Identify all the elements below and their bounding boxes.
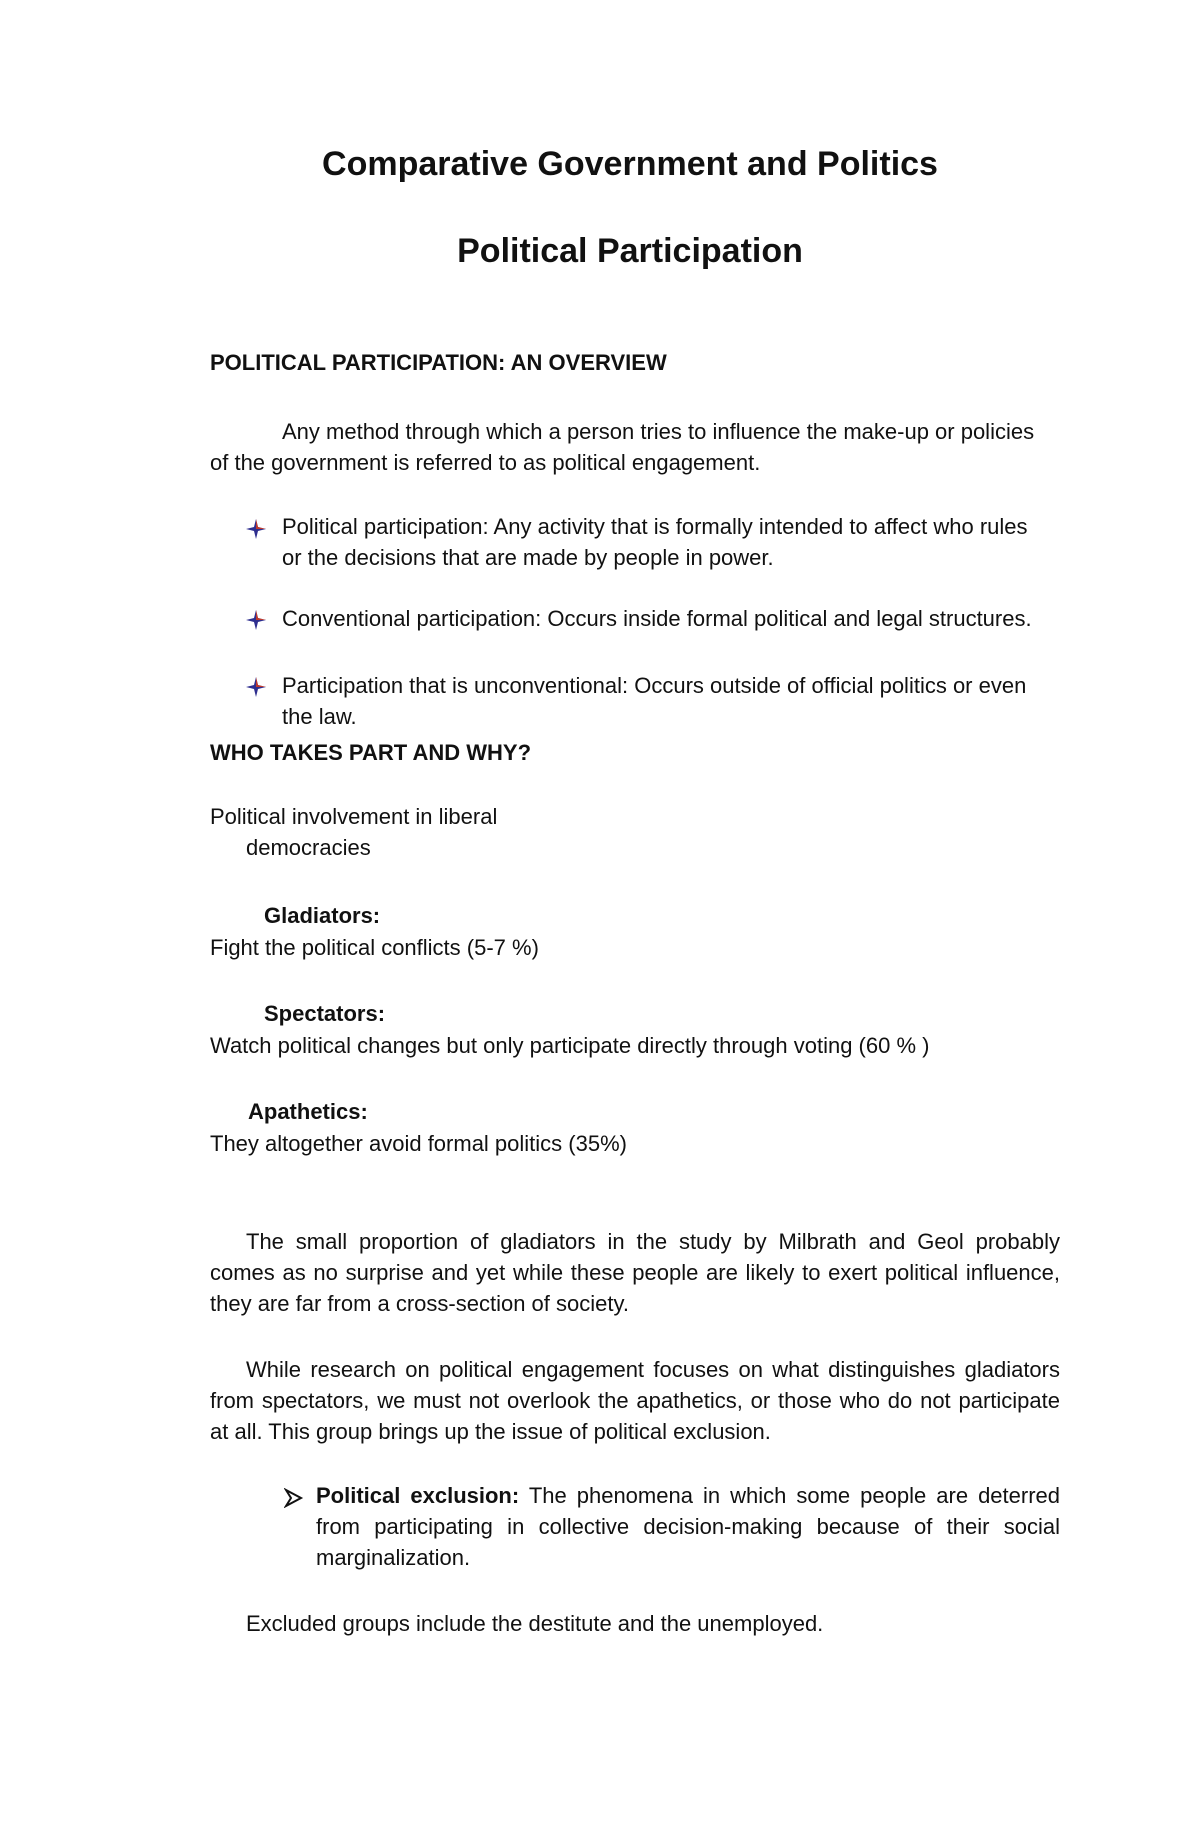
overview-bullet-2-line-1: Conventional participation: Occurs inside formal political and legal structures.: [282, 606, 1032, 631]
overview-bullet-1-line-2: or the decisions that are made by people in power.: [282, 545, 774, 570]
four-point-star-bullet-icon: [246, 610, 266, 630]
who-intro-line-1: Political involvement in liberal: [210, 804, 498, 829]
group-label-apathetics: Apathetics:: [248, 1099, 368, 1124]
who-intro-line-2: democracies: [246, 835, 371, 860]
paragraph-excluded-groups: Excluded groups include the destitute and the unemployed.: [246, 1611, 824, 1636]
exclusion-definition: [316, 1480, 1060, 1573]
section-heading-who: WHO TAKES PART AND WHY?: [210, 740, 532, 765]
section-heading-overview: POLITICAL PARTICIPATION: AN OVERVIEW: [210, 350, 667, 375]
exclusion-term: Political exclusion:: [316, 1483, 520, 1508]
group-desc-gladiators: Fight the political conflicts (5-7 %): [210, 935, 539, 960]
paragraph-gladiators-proportion: The small proportion of gladiators in the study by Milbrath and Geol probably comes as no surprise and yet while these people are likely to exert political influence, they are far from a cross-section of society.: [210, 1229, 1060, 1316]
overview-bullet-1-line-1: Political participation: Any activity that is formally intended to affect who rules: [282, 514, 1028, 539]
exclusion-def-text: The phenomena in which some people are deterred from participating in collective decision-making because of their social marginalization.: [316, 1483, 1061, 1570]
overview-intro-line-1: Any method through which a person tries to influence the make-up or policies: [282, 419, 1035, 444]
group-label-spectators: Spectators:: [264, 1001, 386, 1026]
page-subtitle: Political Participation: [457, 232, 803, 270]
page-title: Comparative Government and Politics: [322, 145, 938, 183]
group-desc-apathetics: They altogether avoid formal politics (35%): [210, 1131, 627, 1156]
group-desc-spectators: Watch political changes but only participate directly through voting (60 % ): [210, 1033, 930, 1058]
arrow-bullet-icon: [284, 1488, 304, 1508]
overview-intro-line-2: of the government is referred to as political engagement.: [210, 450, 761, 475]
overview-bullet-3-line-2: the law.: [282, 704, 357, 729]
overview-bullet-3-line-1: Participation that is unconventional: Occurs outside of official politics or even: [282, 673, 1027, 698]
group-label-gladiators: Gladiators:: [264, 903, 381, 928]
four-point-star-bullet-icon: [246, 519, 266, 539]
paragraph-research-focus: While research on political engagement focuses on what distinguishes gladiators from spectators, we must not overlook the apathetics, or those who do not participate at all. This group brings up the issue of political exclusion.: [210, 1357, 1060, 1444]
four-point-star-bullet-icon: [246, 677, 266, 697]
